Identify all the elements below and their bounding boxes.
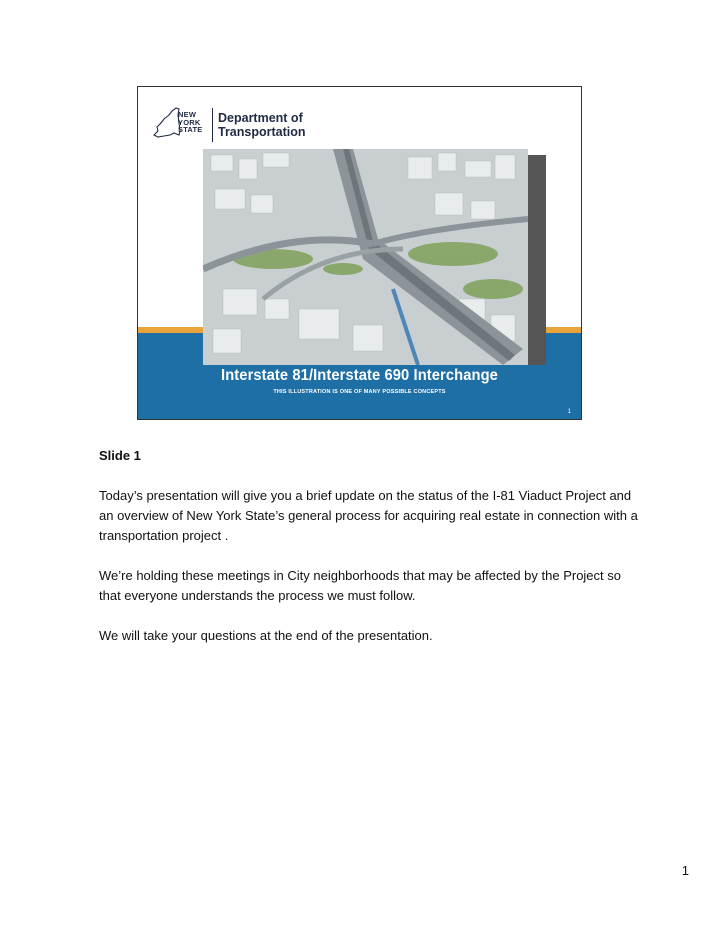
photo-shadow: [526, 155, 546, 365]
dept-wordmark: [218, 111, 306, 139]
slide-subtitle: THIS ILLUSTRATION IS ONE OF MANY POSSIBLE CONCEPTS: [273, 389, 446, 395]
nys-wordmark: [178, 111, 202, 134]
notes-paragraph: We will take your questions at the end of the presentation.: [99, 628, 433, 643]
slide-title: Interstate 81/Interstate 690 Interchange: [221, 367, 498, 384]
logo-divider: [212, 108, 213, 142]
page-number: 1: [681, 863, 689, 878]
dept-line-1: Department of: [218, 111, 303, 125]
dept-line-2: Transportation: [218, 125, 306, 139]
interchange-rendering: [203, 149, 528, 365]
nys-line-new: NEW: [178, 110, 197, 119]
nysdot-logo: [152, 105, 352, 145]
nys-line-state: STATE: [178, 125, 203, 134]
slide-thumbnail: [137, 86, 582, 420]
aerial-rendering-graphic: [203, 149, 528, 365]
notes-heading: Slide 1: [99, 448, 141, 463]
slide-number: 1: [567, 409, 571, 415]
notes-paragraph: We’re holding these meetings in City neighborhoods that may be affected by the Project so that everyone understands the process we must follow.: [99, 568, 621, 603]
notes-paragraph: Today’s presentation will give you a brief update on the status of the I-81 Viaduct Project and an overview of New York State’s general process for acquiring real estate in connection with a transportation project .: [99, 488, 638, 543]
nys-line-york: YORK: [178, 117, 201, 127]
speaker-notes: [99, 446, 639, 666]
